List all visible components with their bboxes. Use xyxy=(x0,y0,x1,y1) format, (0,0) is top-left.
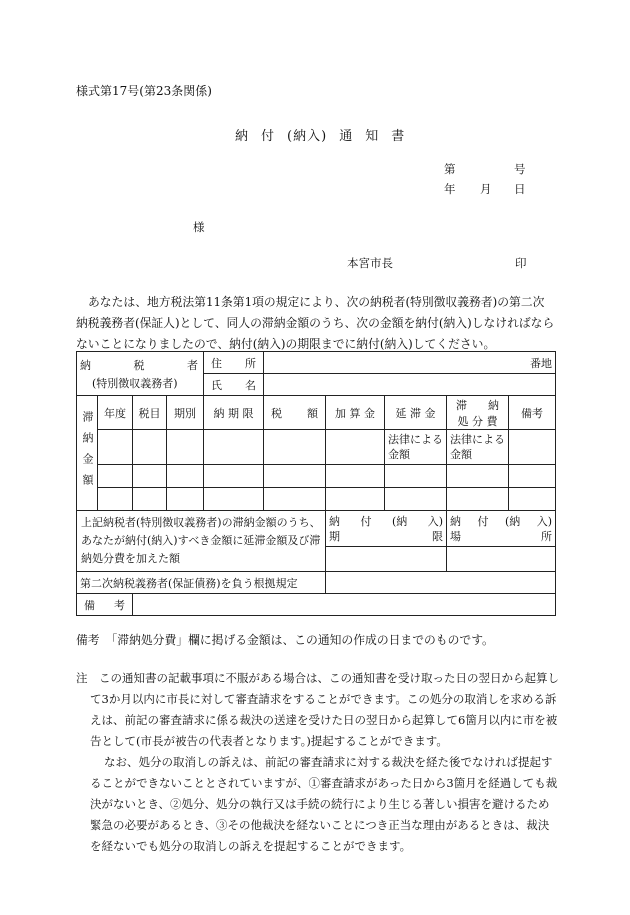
pay-deadline-value xyxy=(326,547,447,572)
name-label-char: 氏 xyxy=(211,378,223,392)
name-label-cell xyxy=(204,374,264,396)
col-disposal-fee-char: 納 xyxy=(488,398,500,412)
delinquent-label: 滞納金額 xyxy=(81,411,94,495)
cell xyxy=(98,488,133,511)
pay-deadline-char: 入) xyxy=(427,514,444,528)
pay-place-char: 入) xyxy=(536,514,553,528)
basis-value xyxy=(326,572,556,594)
note-paragraph: なお、処分の取消しの訴えは、前記の審査請求に対する裁決を経た後でなければ提起することができないこととされていますが、①審査請求があった日から3箇月を経過しても裁決がないとき、②処分、処分の執行又は手続の続行により生じる著しい損害を避けるため緊急の必要があるとき、③その他裁決を経ないことにつき正当な理由があるときは、裁決を経ないでも処分の取消しの訴えを提起することができます。 xyxy=(90,755,558,853)
cell xyxy=(264,488,326,511)
seal-mark: 印 xyxy=(515,256,527,270)
pay-place-char: 付 xyxy=(477,514,489,528)
col-tax-amount xyxy=(264,396,326,430)
remarks-label-char: 備 xyxy=(84,598,95,612)
address-label-cell xyxy=(204,352,264,374)
col-late-fee: 延 滞 金 xyxy=(385,396,447,430)
basis-label: 第二次納税義務者(保証債務)を負う根拠規定 xyxy=(77,572,326,594)
cell xyxy=(133,465,167,488)
note-paragraph: 注 この通知書の記載事項に不服がある場合は、この通知書を受け取った日の翌日から起算して3か月以内に市長に対して審査請求をすることができます。この処分の取消しを求める訴えは、前記の審査請求に係る裁決の送達を受けた日の翌日から起算して6箇月以内に市を被告として(市長が被告の代表者となります。)提起することができます。 xyxy=(76,671,559,748)
cell xyxy=(264,430,326,465)
form-number: 様式第17号(第23条関係) xyxy=(76,84,212,98)
title-char: 書 xyxy=(391,129,406,144)
taxpayer-label-char: 納 xyxy=(80,359,91,372)
taxpayer-sublabel: (特別徴収義務者) xyxy=(92,377,178,390)
cell xyxy=(385,488,447,511)
col-surcharge: 加 算 金 xyxy=(326,396,385,430)
remarks-label-char: 考 xyxy=(114,598,125,612)
number-suffix: 号 xyxy=(514,162,526,176)
pay-place-char: 納 xyxy=(450,514,462,528)
pay-deadline-char: 納 xyxy=(329,514,341,528)
issuer-name: 本宮市長 xyxy=(347,256,393,270)
col-year: 年度 xyxy=(98,396,133,430)
remarks-value xyxy=(133,594,556,616)
cell xyxy=(264,465,326,488)
date-year: 年 xyxy=(444,182,456,196)
title-char: 通 xyxy=(339,129,354,144)
cell xyxy=(204,430,264,465)
pay-deadline-char: (納 xyxy=(391,514,408,528)
address-suffix: 番地 xyxy=(530,356,553,370)
cell xyxy=(509,488,556,511)
title-char: 納 xyxy=(235,129,250,144)
intro-paragraph: あなたは、地方税法第11条第1項の規定により、次の納税者(特別徴収義務者)の第二次納税義務者(保証人)として、同人の滞納金額のうち、次の金額を納付(納入)しなければならないことになりましたので、納付(納入)の期限までに納付(納入)してください。 xyxy=(76,295,555,351)
pay-deadline-label xyxy=(326,511,447,547)
pay-deadline-char: 付 xyxy=(360,514,372,528)
pay-deadline-char: 期 xyxy=(329,529,341,543)
cell xyxy=(326,430,385,465)
cell xyxy=(447,465,509,488)
pay-place-char: 場 xyxy=(450,529,462,543)
delinquent-label-cell xyxy=(77,396,98,511)
late-fee-by-law: 法律による金額 xyxy=(385,430,447,465)
cell xyxy=(167,488,204,511)
cell xyxy=(167,430,204,465)
cell xyxy=(204,465,264,488)
note-remark: 備考 「滞納処分費」欄に掲げる金額は、この通知の作成の日までのものです。 xyxy=(76,633,494,647)
pay-place-label xyxy=(447,511,556,547)
cell xyxy=(204,488,264,511)
title-char: (納入) xyxy=(287,129,328,144)
col-period: 期別 xyxy=(167,396,204,430)
document-title xyxy=(235,125,405,144)
tax-table xyxy=(76,351,556,616)
cell xyxy=(385,465,447,488)
taxpayer-cell xyxy=(77,352,204,396)
col-deadline: 納 期 限 xyxy=(204,396,264,430)
summary-label: 上記納税者(特別徴収義務者)の滞納金額のうち、あなたが納付(納入)すべき金額に延滞金額及び滞納処分費を加えた額 xyxy=(77,511,326,572)
disposal-fee-by-law: 法律による金額 xyxy=(447,430,509,465)
cell xyxy=(167,465,204,488)
col-disposal-fee-line2: 処 分 費 xyxy=(457,414,498,428)
remarks-label-cell xyxy=(77,594,133,616)
cell xyxy=(447,488,509,511)
notes-block xyxy=(76,668,560,857)
cell xyxy=(98,465,133,488)
taxpayer-label-char: 税 xyxy=(133,359,145,372)
date-day: 日 xyxy=(514,182,526,196)
col-disposal-fee xyxy=(447,396,509,430)
title-char: 付 xyxy=(261,129,276,144)
taxpayer-label-char: 者 xyxy=(187,359,199,372)
date-month: 月 xyxy=(480,182,492,196)
address-label-char: 住 xyxy=(211,356,223,370)
cell xyxy=(133,430,167,465)
pay-place-value xyxy=(447,547,556,572)
col-tax-amount-char: 額 xyxy=(307,406,319,420)
cell xyxy=(509,430,556,465)
pay-deadline-char: 限 xyxy=(432,529,444,543)
col-remarks: 備考 xyxy=(509,396,556,430)
pay-place-char: (納 xyxy=(504,514,521,528)
cell xyxy=(509,465,556,488)
col-disposal-fee-char: 滞 xyxy=(456,398,468,412)
addressee-suffix: 様 xyxy=(193,220,205,234)
col-tax-amount-char: 税 xyxy=(271,406,283,420)
title-char: 知 xyxy=(365,129,380,144)
name-value-cell xyxy=(264,374,556,396)
cell xyxy=(133,488,167,511)
name-label-char: 名 xyxy=(245,378,257,392)
col-tax-item: 税目 xyxy=(133,396,167,430)
pay-place-char: 所 xyxy=(541,529,553,543)
cell xyxy=(326,465,385,488)
cell xyxy=(326,488,385,511)
cell xyxy=(98,430,133,465)
address-value-cell xyxy=(264,352,556,374)
address-label-char: 所 xyxy=(245,356,257,370)
number-prefix: 第 xyxy=(444,162,456,176)
